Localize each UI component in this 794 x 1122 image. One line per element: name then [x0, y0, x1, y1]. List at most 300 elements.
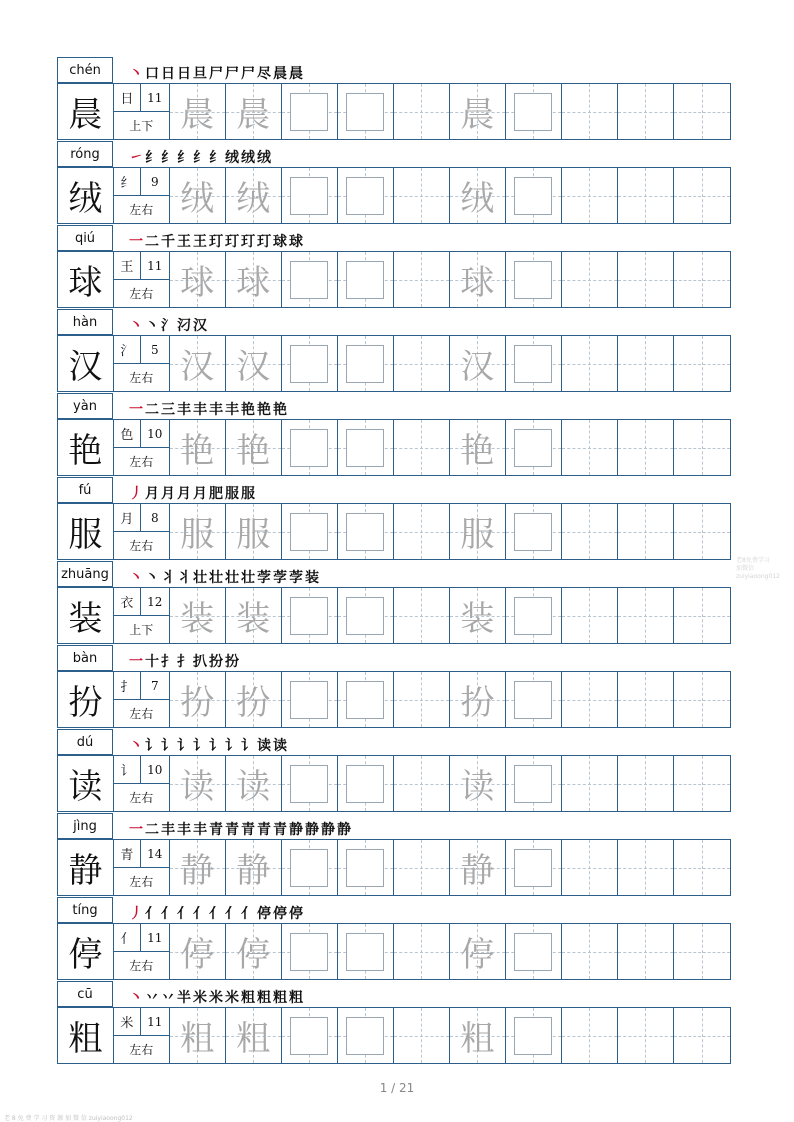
trace-character: 装 — [460, 599, 495, 639]
practice-cell[interactable] — [618, 672, 674, 727]
stroke-step: 停 — [273, 906, 287, 922]
stroke-order — [129, 397, 287, 419]
practice-cell[interactable] — [338, 756, 394, 811]
stroke-step: 丰 — [177, 402, 191, 418]
practice-cell[interactable] — [282, 924, 338, 979]
practice-cell[interactable] — [618, 924, 674, 979]
practice-cell[interactable] — [562, 840, 618, 895]
model-character: 服 — [58, 504, 114, 559]
stroke-order — [129, 901, 303, 923]
practice-cell[interactable] — [338, 504, 394, 559]
practice-cell[interactable] — [450, 588, 506, 643]
practice-cell[interactable] — [506, 168, 562, 223]
writing-box[interactable] — [514, 345, 552, 383]
practice-cell[interactable] — [226, 756, 282, 811]
stroke-step: 纟 — [193, 150, 207, 166]
practice-cell[interactable] — [338, 672, 394, 727]
practice-cell[interactable] — [394, 840, 450, 895]
practice-cell[interactable] — [506, 252, 562, 307]
practice-cell[interactable] — [394, 756, 450, 811]
stroke-step: 扮 — [225, 654, 239, 670]
trace-character: 粗 — [180, 1019, 215, 1059]
practice-cell[interactable] — [394, 588, 450, 643]
writing-grid — [57, 167, 731, 224]
practice-cell[interactable] — [226, 1008, 282, 1063]
writing-box[interactable] — [346, 933, 384, 971]
stroke-step: 球 — [273, 234, 287, 250]
trace-character: 读 — [460, 767, 495, 807]
writing-box[interactable] — [290, 345, 328, 383]
practice-cell[interactable] — [226, 504, 282, 559]
practice-cell[interactable] — [450, 840, 506, 895]
practice-cell[interactable] — [170, 336, 226, 391]
stroke-count: 7 — [150, 678, 159, 693]
writing-box[interactable] — [290, 597, 328, 635]
stroke-step: 口 — [145, 66, 159, 82]
practice-cell[interactable] — [674, 588, 730, 643]
practice-cell[interactable] — [226, 840, 282, 895]
row-header — [57, 393, 731, 419]
writing-box[interactable] — [514, 849, 552, 887]
stroke-step: 粗 — [257, 990, 271, 1006]
stroke-count: 12 — [147, 594, 163, 609]
trace-character: 服 — [180, 515, 215, 555]
practice-cell[interactable] — [674, 84, 730, 139]
practice-cell[interactable] — [506, 924, 562, 979]
writing-box[interactable] — [290, 933, 328, 971]
trace-character: 服 — [460, 515, 495, 555]
practice-cell[interactable] — [506, 588, 562, 643]
stroke-step: 粗 — [241, 990, 255, 1006]
writing-box[interactable] — [290, 261, 328, 299]
practice-cell[interactable] — [618, 84, 674, 139]
practice-cell[interactable] — [338, 1008, 394, 1063]
practice-row — [57, 225, 731, 309]
practice-cell[interactable] — [226, 168, 282, 223]
writing-grid — [57, 1007, 731, 1064]
practice-cell[interactable] — [506, 840, 562, 895]
writing-box[interactable] — [346, 429, 384, 467]
stroke-step: 扒 — [193, 654, 207, 670]
practice-cell[interactable] — [394, 672, 450, 727]
writing-box[interactable] — [514, 177, 552, 215]
practice-cell[interactable] — [394, 84, 450, 139]
stroke-step: 青 — [273, 822, 287, 838]
writing-box[interactable] — [346, 597, 384, 635]
practice-cell[interactable] — [338, 420, 394, 475]
pinyin-label: cū — [57, 981, 113, 1007]
writing-box[interactable] — [514, 429, 552, 467]
practice-cell[interactable] — [170, 252, 226, 307]
stroke-step: 粗 — [273, 990, 287, 1006]
practice-cell[interactable] — [618, 756, 674, 811]
practice-cell[interactable] — [170, 756, 226, 811]
writing-box[interactable] — [346, 345, 384, 383]
stroke-step: 艳 — [257, 402, 271, 418]
practice-cell[interactable] — [562, 420, 618, 475]
stroke-step: 十 — [145, 654, 159, 670]
practice-cell[interactable] — [562, 252, 618, 307]
practice-cell[interactable] — [618, 336, 674, 391]
practice-cell[interactable] — [170, 672, 226, 727]
practice-cell[interactable] — [450, 336, 506, 391]
stroke-step: 晨 — [289, 66, 303, 82]
writing-box[interactable] — [346, 513, 384, 551]
pinyin-label: jìng — [57, 813, 113, 839]
stroke-order — [129, 313, 207, 335]
trace-character: 扮 — [180, 683, 215, 723]
practice-cell[interactable] — [170, 924, 226, 979]
writing-box[interactable] — [290, 177, 328, 215]
worksheet — [57, 57, 731, 1065]
practice-cell[interactable] — [674, 252, 730, 307]
writing-grid — [57, 251, 731, 308]
stroke-count: 10 — [147, 426, 163, 441]
stroke-step: 丶 — [129, 318, 143, 334]
row-header — [57, 561, 731, 587]
stroke-step: 二 — [145, 402, 159, 418]
practice-cell[interactable] — [226, 84, 282, 139]
writing-grid — [57, 587, 731, 644]
practice-row — [57, 897, 731, 981]
practice-cell[interactable] — [394, 168, 450, 223]
stroke-step: 静 — [337, 822, 351, 838]
practice-cell[interactable] — [282, 840, 338, 895]
practice-cell[interactable] — [226, 420, 282, 475]
practice-cell[interactable] — [282, 504, 338, 559]
practice-cell[interactable] — [450, 756, 506, 811]
stroke-step: 亻 — [209, 906, 223, 922]
row-header — [57, 813, 731, 839]
writing-box[interactable] — [346, 177, 384, 215]
practice-cell[interactable] — [394, 420, 450, 475]
practice-cell[interactable] — [450, 252, 506, 307]
stroke-step: 一 — [129, 654, 143, 670]
char-structure: 上下 — [129, 623, 154, 637]
practice-cell[interactable] — [506, 672, 562, 727]
char-structure: 左右 — [129, 1043, 154, 1057]
practice-cell[interactable] — [674, 840, 730, 895]
writing-grid — [57, 503, 731, 560]
stroke-step: 丶 — [129, 990, 143, 1006]
practice-cell[interactable] — [618, 420, 674, 475]
practice-cell[interactable] — [618, 588, 674, 643]
row-header — [57, 225, 731, 251]
practice-cell[interactable] — [170, 84, 226, 139]
stroke-count: 5 — [150, 342, 159, 357]
stroke-step: 壮 — [225, 570, 239, 586]
trace-character: 扮 — [460, 683, 495, 723]
practice-cell[interactable] — [674, 924, 730, 979]
stroke-step: 茡 — [289, 570, 303, 586]
practice-cell[interactable] — [338, 84, 394, 139]
practice-cell[interactable] — [282, 1008, 338, 1063]
practice-cell[interactable] — [450, 168, 506, 223]
trace-character: 停 — [460, 935, 495, 975]
stroke-step: 绒 — [241, 150, 255, 166]
trace-character: 读 — [236, 767, 271, 807]
stroke-step: 讠 — [177, 738, 191, 754]
practice-cell[interactable] — [450, 504, 506, 559]
stroke-step: 丶 — [129, 570, 143, 586]
practice-cell[interactable] — [226, 252, 282, 307]
stroke-order — [129, 61, 303, 83]
stroke-step: 尽 — [257, 66, 271, 82]
practice-cell[interactable] — [226, 924, 282, 979]
stroke-step: 一 — [129, 822, 143, 838]
stroke-step: 艳 — [273, 402, 287, 418]
practice-cell[interactable] — [506, 1008, 562, 1063]
practice-cell[interactable] — [562, 1008, 618, 1063]
practice-row — [57, 57, 731, 141]
stroke-step: 三 — [161, 402, 175, 418]
practice-cell[interactable] — [562, 672, 618, 727]
stroke-step: 丰 — [161, 822, 175, 838]
trace-character: 艳 — [460, 431, 495, 471]
practice-cell[interactable] — [450, 420, 506, 475]
practice-cell[interactable] — [282, 84, 338, 139]
stroke-count: 11 — [147, 90, 163, 105]
trace-character: 静 — [460, 851, 495, 891]
writing-grid — [57, 671, 731, 728]
char-structure: 左右 — [129, 287, 154, 301]
stroke-step: 王 — [177, 234, 191, 250]
model-character: 读 — [58, 756, 114, 811]
practice-cell[interactable] — [562, 504, 618, 559]
writing-box[interactable] — [514, 1017, 552, 1055]
writing-box[interactable] — [514, 513, 552, 551]
stroke-step: 丶 — [145, 318, 159, 334]
stroke-step: 丶 — [145, 570, 159, 586]
practice-cell[interactable] — [338, 588, 394, 643]
stroke-step: 亻 — [193, 906, 207, 922]
practice-cell[interactable] — [226, 336, 282, 391]
stroke-count: 9 — [150, 174, 159, 189]
practice-cell[interactable] — [450, 84, 506, 139]
practice-cell[interactable] — [674, 756, 730, 811]
stroke-order — [129, 481, 255, 503]
practice-cell[interactable] — [562, 84, 618, 139]
model-character: 静 — [58, 840, 114, 895]
practice-cell[interactable] — [674, 1008, 730, 1063]
practice-cell[interactable] — [170, 504, 226, 559]
writing-box[interactable] — [290, 1017, 328, 1055]
row-header — [57, 141, 731, 167]
stroke-step: 日 — [177, 66, 191, 82]
writing-box[interactable] — [290, 849, 328, 887]
practice-cell[interactable] — [674, 168, 730, 223]
stroke-step: ㇀ — [129, 150, 143, 166]
stroke-step: 绒 — [225, 150, 239, 166]
writing-box[interactable] — [346, 1017, 384, 1055]
char-info — [114, 336, 170, 391]
char-info — [114, 672, 170, 727]
trace-character: 绒 — [460, 179, 495, 219]
practice-cell[interactable] — [338, 924, 394, 979]
stroke-step: 丿 — [129, 906, 143, 922]
writing-box[interactable] — [514, 681, 552, 719]
row-header — [57, 645, 731, 671]
stroke-step: 二 — [145, 234, 159, 250]
stroke-step: 丬 — [177, 570, 191, 586]
trace-character: 停 — [236, 935, 271, 975]
practice-cell[interactable] — [450, 924, 506, 979]
practice-cell[interactable] — [338, 168, 394, 223]
char-structure: 左右 — [129, 203, 154, 217]
practice-cell[interactable] — [282, 588, 338, 643]
writing-box[interactable] — [514, 261, 552, 299]
radical: 色 — [114, 420, 141, 447]
stroke-step: 讠 — [225, 738, 239, 754]
writing-box[interactable] — [346, 681, 384, 719]
practice-cell[interactable] — [170, 420, 226, 475]
trace-character: 艳 — [236, 431, 271, 471]
char-structure: 左右 — [129, 875, 154, 889]
trace-character: 静 — [236, 851, 271, 891]
practice-cell[interactable] — [562, 924, 618, 979]
practice-cell[interactable] — [282, 336, 338, 391]
practice-cell[interactable] — [618, 504, 674, 559]
pinyin-label: tíng — [57, 897, 113, 923]
model-character: 扮 — [58, 672, 114, 727]
practice-cell[interactable] — [170, 168, 226, 223]
practice-cell[interactable] — [562, 168, 618, 223]
writing-box[interactable] — [346, 261, 384, 299]
practice-cell[interactable] — [394, 924, 450, 979]
page-number: 1 / 21 — [379, 1081, 415, 1095]
writing-grid — [57, 755, 731, 812]
stroke-order — [129, 817, 351, 839]
stroke-step: 青 — [225, 822, 239, 838]
writing-box[interactable] — [346, 765, 384, 803]
practice-cell[interactable] — [394, 252, 450, 307]
pinyin-label: róng — [57, 141, 113, 167]
trace-character: 装 — [236, 599, 271, 639]
practice-cell[interactable] — [674, 672, 730, 727]
practice-cell[interactable] — [618, 168, 674, 223]
stroke-order — [129, 229, 303, 251]
writing-box[interactable] — [346, 849, 384, 887]
practice-cell[interactable] — [226, 672, 282, 727]
practice-cell[interactable] — [618, 252, 674, 307]
practice-cell[interactable] — [394, 504, 450, 559]
practice-row — [57, 981, 731, 1065]
writing-box[interactable] — [290, 513, 328, 551]
trace-character: 绒 — [180, 179, 215, 219]
practice-cell[interactable] — [338, 840, 394, 895]
writing-box[interactable] — [346, 93, 384, 131]
radical: 衣 — [114, 588, 141, 615]
practice-row — [57, 309, 731, 393]
stroke-count: 11 — [147, 930, 163, 945]
trace-character: 汉 — [460, 347, 495, 387]
model-character: 停 — [58, 924, 114, 979]
practice-cell[interactable] — [674, 420, 730, 475]
practice-cell[interactable] — [506, 504, 562, 559]
stroke-step: 丰 — [177, 822, 191, 838]
stroke-step: 扌 — [177, 654, 191, 670]
practice-cell[interactable] — [338, 336, 394, 391]
stroke-step: 千 — [161, 234, 175, 250]
writing-grid — [57, 419, 731, 476]
stroke-step: 二 — [145, 822, 159, 838]
char-structure: 左右 — [129, 791, 154, 805]
watermark-right-line2: 加微信zuiyiaoong012 — [736, 565, 780, 580]
practice-cell[interactable] — [506, 84, 562, 139]
practice-cell[interactable] — [506, 336, 562, 391]
stroke-step: 亻 — [225, 906, 239, 922]
practice-cell[interactable] — [562, 588, 618, 643]
stroke-step: 玎 — [225, 234, 239, 250]
practice-cell[interactable] — [170, 840, 226, 895]
practice-cell[interactable] — [618, 840, 674, 895]
practice-cell[interactable] — [282, 252, 338, 307]
stroke-step: 球 — [289, 234, 303, 250]
practice-cell[interactable] — [450, 672, 506, 727]
trace-character: 装 — [180, 599, 215, 639]
practice-cell[interactable] — [170, 1008, 226, 1063]
practice-row — [57, 477, 731, 561]
radical: 讠 — [114, 756, 141, 783]
stroke-step: 丰 — [225, 402, 239, 418]
trace-character: 汉 — [180, 347, 215, 387]
practice-cell[interactable] — [282, 168, 338, 223]
stroke-step: 讠 — [241, 738, 255, 754]
trace-character: 球 — [180, 263, 215, 303]
writing-box[interactable] — [290, 681, 328, 719]
radical: 亻 — [114, 924, 141, 951]
radical: 王 — [114, 252, 141, 279]
practice-cell[interactable] — [674, 504, 730, 559]
char-info — [114, 252, 170, 307]
practice-cell[interactable] — [170, 588, 226, 643]
trace-character: 绒 — [236, 179, 271, 219]
practice-cell[interactable] — [506, 420, 562, 475]
practice-cell[interactable] — [282, 756, 338, 811]
practice-cell[interactable] — [450, 1008, 506, 1063]
stroke-step: 青 — [257, 822, 271, 838]
stroke-step: 丶 — [129, 66, 143, 82]
writing-box[interactable] — [514, 597, 552, 635]
writing-grid — [57, 83, 731, 140]
writing-box[interactable] — [514, 933, 552, 971]
practice-cell[interactable] — [394, 1008, 450, 1063]
writing-box[interactable] — [290, 765, 328, 803]
stroke-order — [129, 733, 287, 755]
stroke-step: 丷 — [161, 990, 175, 1006]
practice-cell[interactable] — [338, 252, 394, 307]
writing-box[interactable] — [290, 93, 328, 131]
practice-cell[interactable] — [562, 756, 618, 811]
writing-grid — [57, 335, 731, 392]
writing-box[interactable] — [514, 93, 552, 131]
practice-cell[interactable] — [674, 336, 730, 391]
practice-cell[interactable] — [562, 336, 618, 391]
stroke-step: 肥 — [209, 486, 223, 502]
char-structure: 左右 — [129, 371, 154, 385]
practice-cell[interactable] — [506, 756, 562, 811]
practice-cell[interactable] — [618, 1008, 674, 1063]
stroke-step: 扌 — [161, 654, 175, 670]
row-header — [57, 897, 731, 923]
practice-cell[interactable] — [394, 336, 450, 391]
writing-box[interactable] — [290, 429, 328, 467]
char-info — [114, 504, 170, 559]
writing-box[interactable] — [514, 765, 552, 803]
practice-cell[interactable] — [282, 420, 338, 475]
practice-cell[interactable] — [226, 588, 282, 643]
practice-cell[interactable] — [282, 672, 338, 727]
